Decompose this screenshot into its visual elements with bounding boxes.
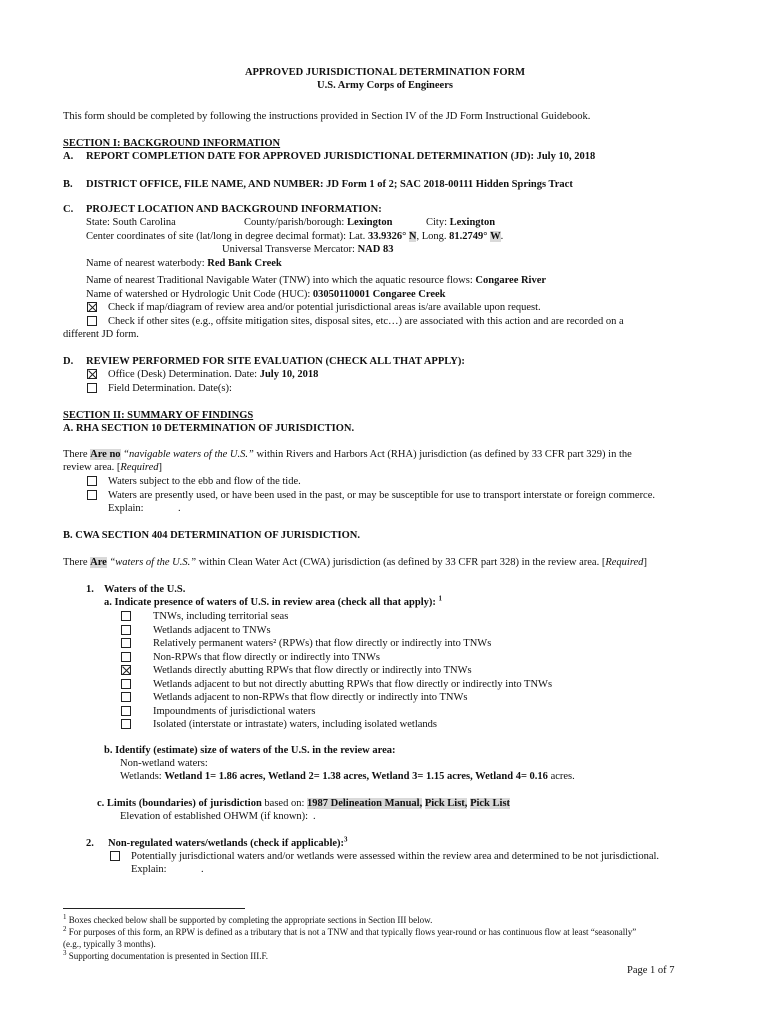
identify-size-label: b. Identify (estimate) size of waters of the U.S. in the review area: — [104, 745, 396, 756]
utm-field: Universal Transverse Mercator: NAD 83 — [222, 244, 394, 255]
limits-dropdown-3[interactable]: Pick List — [470, 798, 511, 809]
footnote-3: $^3$ Supporting documentation is presented in Section III.F. — [63, 949, 268, 961]
footnote-divider — [63, 908, 245, 909]
section1-heading: SECTION I: BACKGROUND INFORMATION — [63, 138, 281, 149]
page-number: Page 1 of 7 — [627, 965, 675, 976]
waters-option-label: Relatively permanent waters² (RPWs) that flow directly or indirectly into TNWs — [153, 638, 492, 649]
other-sites-checkbox[interactable] — [87, 316, 97, 326]
wetlands-size: Wetlands: Wetland 1= 1.86 acres, Wetland 2= 1.38 acres, Wetland 3= 1.15 acres, Wetland 4= 0.16 acres. — [120, 771, 575, 782]
commerce-waters-label: Waters are presently used, or have been used in the past, or may be susceptible for use to transport interstate or foreign commerce. — [108, 490, 656, 501]
footnote-2: $^2$ For purposes of this form, an RPW is defined as a tributary that is not a TNW and that typically flows year-round or has continuous flow at least “seasonally” — [63, 925, 637, 937]
waters-option-label: Impoundments of jurisdictional waters — [153, 706, 316, 717]
field-determination-label: Field Determination. Date(s): — [108, 383, 232, 394]
non-regulated-explain-value[interactable]: . — [201, 864, 204, 875]
waters-option-label: Isolated (interstate or intrastate) waters, including isolated wetlands — [153, 719, 437, 730]
office-desk-label: Office (Desk) Determination. Date: July 10, 2018 — [108, 369, 319, 380]
limits-jurisdiction: c. Limits (boundaries) of jurisdiction based on: 1987 Delineation Manual, Pick List, Pick List — [97, 798, 511, 809]
project-location-heading: PROJECT LOCATION AND BACKGROUND INFORMATION: — [86, 204, 382, 215]
rha-explain-label: Explain: — [108, 503, 144, 514]
commerce-waters-checkbox[interactable] — [87, 490, 97, 500]
section1-d-letter: D. — [63, 356, 74, 367]
item2-number: 2. — [86, 838, 94, 849]
waters-option-checkbox[interactable] — [121, 665, 131, 675]
form-title: APPROVED JURISDICTIONAL DETERMINATION FORM — [244, 67, 526, 78]
other-sites-label: Check if other sites (e.g., offsite mitigation sites, disposal sites, etc…) are associated with this action and are recorded on a — [108, 316, 624, 327]
item1-number: 1. — [86, 584, 94, 595]
map-available-checkbox[interactable] — [87, 302, 97, 312]
footnote-2-cont: (e.g., typically 3 months). — [63, 939, 156, 949]
waters-option-checkbox[interactable] — [121, 679, 131, 689]
report-completion-date: REPORT COMPLETION DATE FOR APPROVED JURISDICTIONAL DETERMINATION (JD): July 10, 2018 — [86, 151, 596, 162]
waters-option-label: Non-RPWs that flow directly or indirectly into TNWs — [153, 652, 380, 663]
intro-text: This form should be completed by following the instructions provided in Section IV of the JD Form Instructional Guidebook. — [63, 111, 591, 122]
state-field: State: South Carolina — [86, 217, 176, 228]
limits-dropdown-1[interactable]: 1987 Delineation Manual, — [307, 798, 423, 809]
waters-of-us-label: Waters of the U.S. — [104, 584, 186, 595]
waters-option-checkbox[interactable] — [121, 625, 131, 635]
tidal-waters-checkbox[interactable] — [87, 476, 97, 486]
form-subtitle: U.S. Army Corps of Engineers — [317, 80, 453, 91]
waters-option-label: Wetlands adjacent to non-RPWs that flow directly or indirectly into TNWs — [153, 692, 468, 703]
cwa-heading: B. CWA SECTION 404 DETERMINATION OF JURISDICTION. — [63, 530, 360, 541]
map-available-label: Check if map/diagram of review area and/or potential jurisdictional areas is/are available upon request. — [108, 302, 541, 313]
non-jurisdictional-label: Potentially jurisdictional waters and/or wetlands were assessed within the review area and determined to be not jurisdictional. — [131, 851, 660, 862]
waters-option-checkbox[interactable] — [121, 638, 131, 648]
review-performed-heading: REVIEW PERFORMED FOR SITE EVALUATION (CHECK ALL THAT APPLY): — [86, 356, 465, 367]
non-jurisdictional-checkbox[interactable] — [110, 851, 120, 861]
section1-a-letter: A. — [63, 151, 74, 162]
non-regulated-label: Non-regulated waters/wetlands (check if applicable):$^3$ — [108, 835, 348, 849]
section1-b-letter: B. — [63, 179, 73, 190]
footnote-1: $^1$ Boxes checked below shall be supported by completing the appropriate sections in Section III below. — [63, 913, 433, 925]
tidal-waters-label: Waters subject to the ebb and flow of the tide. — [108, 476, 301, 487]
section2-heading: SECTION II: SUMMARY OF FINDINGS — [63, 410, 254, 421]
nearest-tnw: Name of nearest Traditional Navigable Water (TNW) into which the aquatic resource flows: Congaree River — [86, 275, 547, 286]
nearest-waterbody: Name of nearest waterbody: Red Bank Creek — [86, 258, 282, 269]
waters-option-label: TNWs, including territorial seas — [153, 611, 289, 622]
rha-explain-value[interactable]: . — [178, 503, 181, 514]
ohwm-value[interactable]: . — [313, 811, 316, 822]
waters-option-label: Wetlands directly abutting RPWs that flow directly or indirectly into TNWs — [153, 665, 472, 676]
ohwm-label: Elevation of established OHWM (if known): — [120, 811, 309, 822]
limits-dropdown-2[interactable]: Pick List, — [424, 798, 468, 809]
center-coordinates: Center coordinates of site (lat/long in degree decimal format): Lat. 33.9326° N, Long. 81.2749° W. — [86, 231, 504, 242]
waters-option-checkbox[interactable] — [121, 706, 131, 716]
waters-option-checkbox[interactable] — [121, 652, 131, 662]
nonwetland-waters: Non-wetland waters: — [120, 758, 208, 769]
field-determination-checkbox[interactable] — [87, 383, 97, 393]
section1-c-letter: C. — [63, 204, 74, 215]
waters-option-checkbox[interactable] — [121, 719, 131, 729]
city-field: City: Lexington — [426, 217, 496, 228]
waters-option-label: Wetlands adjacent to but not directly abutting RPWs that flow directly or indirectly into TNWs — [153, 679, 553, 690]
district-office-file: DISTRICT OFFICE, FILE NAME, AND NUMBER: JD Form 1 of 2; SAC 2018-00111 Hidden Springs Tract — [86, 179, 573, 190]
county-field: County/parish/borough: Lexington — [244, 217, 393, 228]
rha-text-cont: review area. [Required] — [63, 462, 163, 473]
rha-heading: A. RHA SECTION 10 DETERMINATION OF JURISDICTION. — [63, 423, 355, 434]
indicate-presence-label: a. Indicate presence of waters of U.S. in review area (check all that apply): $^1$ — [104, 594, 442, 608]
waters-option-label: Wetlands adjacent to TNWs — [153, 625, 271, 636]
office-desk-checkbox[interactable] — [87, 369, 97, 379]
waters-option-checkbox[interactable] — [121, 611, 131, 621]
waters-option-checkbox[interactable] — [121, 692, 131, 702]
cwa-text: There Are “waters of the U.S.” within Clean Water Act (CWA) jurisdiction (as defined by 33 CFR part 328) in the review area. [Required] — [63, 557, 647, 568]
non-regulated-explain-label: Explain: — [131, 864, 167, 875]
watershed-huc: Name of watershed or Hydrologic Unit Code (HUC): 03050110001 Congaree Creek — [86, 289, 446, 300]
other-sites-label-cont: different JD form. — [63, 329, 139, 340]
rha-text: There Are no “navigable waters of the U.S.” within Rivers and Harbors Act (RHA) jurisdiction (as defined by 33 CFR part 329) in the — [63, 449, 632, 460]
